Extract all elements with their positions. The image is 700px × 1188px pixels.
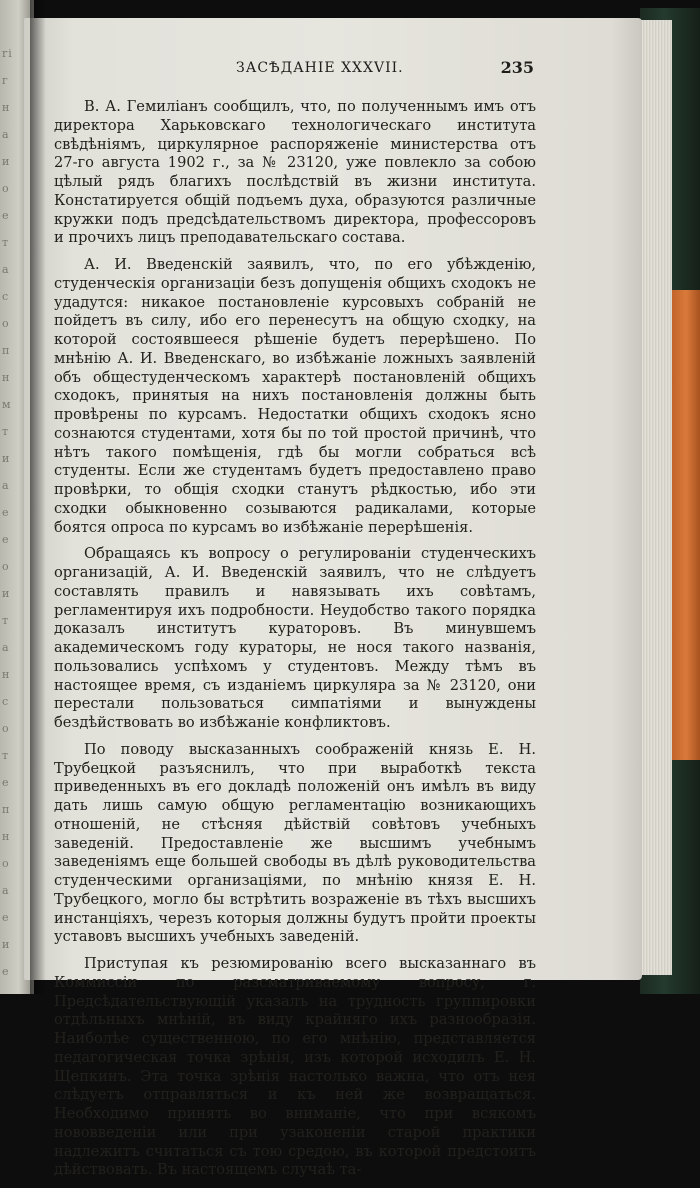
left-page-text-fragment: ri г н а и о е т а с о п н м т и а е е о и т а н с о т е п н о а е и е [2,47,13,978]
paragraph: По поводу высказанныхъ соображеній князь Е. Н. Трубецкой разъяснилъ, что при выработкѣ текста приведенныхъ въ его докладѣ положеній онъ имѣлъ въ виду дать лишь самую общую регламентацію возникающихъ отношеній, не стѣсняя дѣйствій совѣтовъ учебныхъ заведеній. Предоставленіе же высшимъ учебнымъ заведеніямъ еще большей свободы въ дѣлѣ руководительства студенческими организаціями, по мнѣнію князя Е. Н. Трубецкого, могло бы встрѣтить возраженіе въ тѣхъ высшихъ инстанціяхъ, черезъ которыя должны будутъ пройти проекты уставовъ высшихъ учебныхъ заведеній. [54,740,536,946]
book-page [24,18,642,1179]
book-ribbon-band [672,290,700,760]
running-title: ЗАСѢДАНІЕ XXXVII. [236,60,404,76]
paragraph: Приступая къ резюмированію всего высказаннаго въ Коммиссіи по разсматриваемому вопросу, г. Предсѣдательствующій указалъ на трудность группировки отдѣльныхъ мнѣній, въ виду крайняго ихъ разнообразія. Наиболѣе существенною, по его мнѣнію, представляется педагогическая точка зрѣнія, изъ которой исходилъ Е. Н. Щепкинъ. Эта точка зрѣнія настолько важна, что отъ нея слѣдуетъ отправляться и къ ней же возвращаться. Необходимо принять во вниманіе, что при всякомъ нововведеніи или при узаконеніи старой практики надлежитъ считаться съ тою средою, въ которой предстоитъ дѣйствовать. Въ настоящемъ случаѣ та- [54,955,536,1179]
paragraph: Обращаясь къ вопросу о регулированіи студенческихъ организацій, А. И. Введенскій заявилъ, что не слѣдуетъ составлять правилъ и навязывать ихъ совѣтамъ, регламентируя ихъ подробности. Неудобство такого порядка доказалъ институтъ кураторовъ. Въ минувшемъ академическомъ году кураторы, не нося такого названія, пользовались успѣхомъ у студентовъ. Между тѣмъ въ настоящее время, съ изданіемъ циркуляра за № 23120, они перестали пользоваться симпатіями и вынуждены бездѣйствовать во избѣжаніе конфликтовъ. [54,545,536,731]
page-number: 235 [500,58,534,77]
paragraph: А. И. Введенскій заявилъ, что, по его убѣжденію, студенческія организаціи безъ допущенія общихъ сходокъ не удадутся: никакое постановленіе курсовыхъ собраній не пойдетъ въ силу, ибо его перенесутъ на общую сходку, на которой состоявшееся рѣшеніе будетъ перерѣшено. По мнѣнію А. И. Введенскаго, во избѣжаніе ложныхъ заявленій объ общестуденческомъ характерѣ постановленій общихъ сходокъ, принятыя на нихъ постановленія должны быть провѣрены по курсамъ. Недостатки общихъ сходокъ ясно сознаются студентами, хотя бы по той простой причинѣ, что нѣтъ такого помѣщенія, гдѣ бы могли собраться всѣ студенты. Если же студентамъ будетъ предоставлено право провѣрки, то общія сходки станутъ рѣдкостью, ибо эти сходки обыкновенно созываются радикалами, которые боятся опроса по курсамъ во избѣжаніе перерѣшенія. [54,256,536,536]
page-text [54,98,536,1188]
spine-shadow [30,0,46,994]
paragraph: В. А. Гемиліанъ сообщилъ, что, по полученнымъ имъ отъ директора Харьковскаго технологическаго института свѣдѣніямъ, циркулярное распоряженіе министерства отъ 27-го августа 1902 г., за № 23120, уже повлекло за собою цѣлый рядъ благихъ послѣдствій въ жизни института. Констатируется общій подъемъ духа, образуются различные кружки подъ предсѣдательствомъ директора, профессоровъ и прочихъ лицъ преподавательскаго состава. [54,98,536,247]
page-header [54,60,534,82]
